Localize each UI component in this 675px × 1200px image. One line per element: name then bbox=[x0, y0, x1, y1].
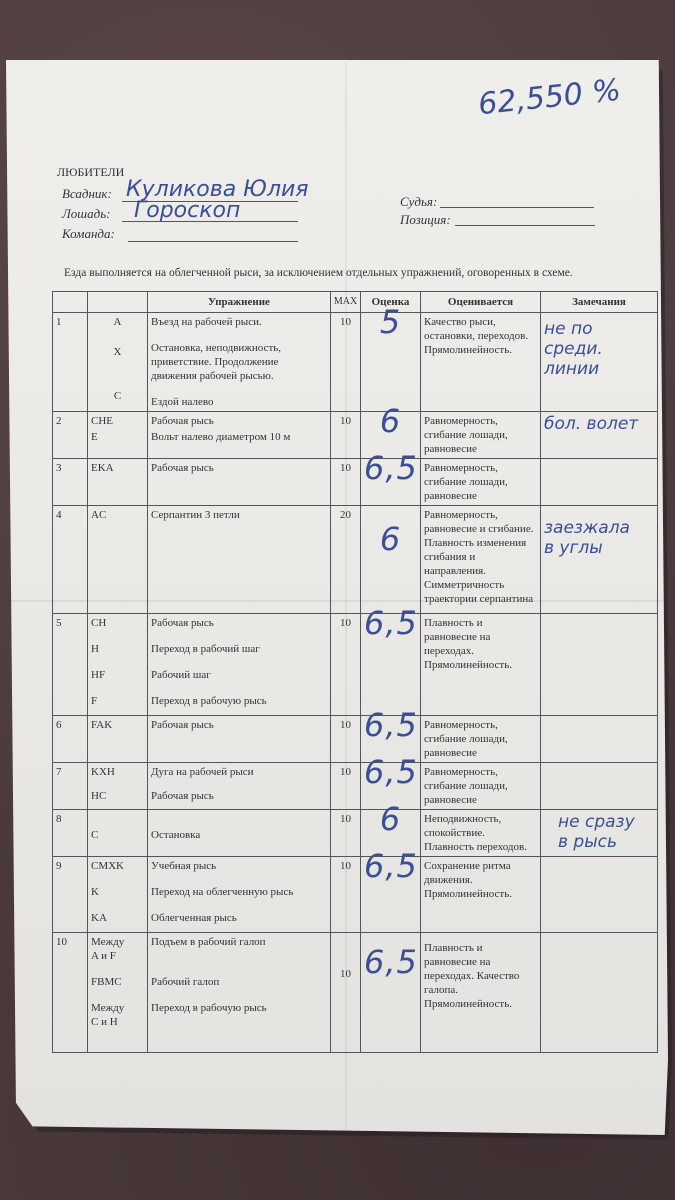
instruction-text: Езда выполняется на облегченной рыси, за исключением отдельных упражнений, оговоренных в схеме. bbox=[64, 267, 573, 279]
row-max: 10 bbox=[331, 716, 361, 763]
row-score bbox=[361, 506, 421, 614]
row-exercises: Рабочая рысь bbox=[148, 459, 331, 506]
column-header-remarks: Замечания bbox=[541, 292, 658, 313]
row-exercises: Рабочая рысь bbox=[148, 716, 331, 763]
row-max: 10 bbox=[331, 614, 361, 716]
row-criteria: Равномерность, сгибание лошади, равновесие bbox=[421, 412, 541, 459]
row-number: 1 bbox=[53, 313, 88, 412]
table-row bbox=[53, 857, 658, 933]
score-value: 6 bbox=[379, 402, 402, 440]
table-row bbox=[53, 716, 658, 763]
remark-text: заезжала в углы bbox=[544, 518, 630, 558]
row-max: 10 bbox=[331, 857, 361, 933]
horse-name: Гороскоп bbox=[134, 198, 241, 223]
table-row bbox=[53, 459, 658, 506]
column-header-number bbox=[53, 292, 88, 313]
row-exercises: Серпантин 3 петли bbox=[148, 506, 331, 614]
row-letters: CMXK K KA bbox=[88, 857, 148, 933]
row-score bbox=[361, 604, 421, 716]
remark-text: не сразу в рысь bbox=[558, 812, 635, 852]
row-remark bbox=[541, 716, 658, 763]
row-criteria: Равномерность, сгибание лошади, равновесие bbox=[421, 716, 541, 763]
position-label: Позиция: bbox=[400, 212, 451, 227]
total-score: 62,550 % bbox=[476, 72, 623, 123]
row-score bbox=[361, 449, 421, 506]
category-label: ЛЮБИТЕЛИ bbox=[57, 165, 125, 179]
row-number: 4 bbox=[53, 506, 88, 614]
score-value: 6,5 bbox=[364, 706, 418, 744]
position-underline bbox=[455, 225, 595, 226]
row-criteria: Равномерность, равновесие и сгибание. Плавность изменения сгибания и направления. Симметричность траектории серпантина bbox=[421, 506, 541, 614]
row-letters: EKA bbox=[88, 459, 148, 506]
row-max: 20 bbox=[331, 506, 361, 614]
row-criteria: Равномерность, сгибание лошади, равновесие bbox=[421, 763, 541, 810]
score-value: 6,5 bbox=[364, 449, 418, 487]
row-criteria: Плавность и равновесие на переходах. Прямолинейность. bbox=[421, 614, 541, 716]
row-exercises: Остановка bbox=[148, 810, 331, 857]
row-remark bbox=[541, 412, 658, 459]
rider-label: Всадник: bbox=[62, 186, 112, 201]
row-max: 10 bbox=[331, 933, 361, 1053]
row-max: 10 bbox=[331, 412, 361, 459]
table-row bbox=[53, 412, 658, 459]
column-header-letters bbox=[88, 292, 148, 313]
row-letters: CHE E bbox=[88, 412, 148, 459]
row-criteria: Плавность и равновесие на переходах. Качество галопа. Прямолинейность. bbox=[421, 933, 541, 1053]
score-value: 6 bbox=[379, 520, 402, 558]
row-number: 7 bbox=[53, 763, 88, 810]
row-exercises: Дуга на рабочей рыси Рабочая рысь bbox=[148, 763, 331, 810]
table-header-row bbox=[53, 292, 658, 313]
row-remark bbox=[541, 506, 658, 614]
row-exercises: Рабочая рысь Вольт налево диаметром 10 м bbox=[148, 412, 331, 459]
row-number: 8 bbox=[53, 810, 88, 857]
row-letters: A X C bbox=[88, 313, 148, 412]
row-exercises: Учебная рысь Переход на облегченную рысь Облегченная рысь bbox=[148, 857, 331, 933]
score-value: 6,5 bbox=[364, 847, 418, 885]
row-number: 9 bbox=[53, 857, 88, 933]
row-remark bbox=[541, 763, 658, 810]
score-value: 5 bbox=[379, 303, 402, 341]
score-value: 6 bbox=[379, 800, 402, 838]
horse-label: Лошадь: bbox=[62, 206, 111, 221]
row-score bbox=[361, 303, 421, 412]
table-row bbox=[53, 313, 658, 412]
column-header-criteria: Оценивается bbox=[421, 292, 541, 313]
table-row bbox=[53, 933, 658, 1053]
row-max: 10 bbox=[331, 313, 361, 412]
row-exercises: Рабочая рысь Переход в рабочий шаг Рабочий шаг Переход в рабочую рысь bbox=[148, 614, 331, 716]
score-value: 6,5 bbox=[364, 753, 418, 791]
score-value: 6,5 bbox=[364, 943, 418, 981]
row-letters: KXH HC bbox=[88, 763, 148, 810]
row-letters: CH H HF F bbox=[88, 614, 148, 716]
row-letters: FAK bbox=[88, 716, 148, 763]
row-number: 6 bbox=[53, 716, 88, 763]
table-row bbox=[53, 506, 658, 614]
row-criteria: Равномерность, сгибание лошади, равновесие bbox=[421, 459, 541, 506]
row-criteria: Сохранение ритма движения. Прямолинейность. bbox=[421, 857, 541, 933]
row-exercises: Подъем в рабочий галоп Рабочий галоп Переход в рабочую рысь bbox=[148, 933, 331, 1053]
rider-name: Куликова Юлия bbox=[126, 177, 309, 202]
column-header-score: Оценка bbox=[361, 292, 421, 313]
row-letters: AC bbox=[88, 506, 148, 614]
remark-text: не по среди. линии bbox=[544, 319, 603, 379]
team-underline bbox=[128, 241, 298, 242]
row-remark bbox=[541, 933, 658, 1053]
team-label: Команда: bbox=[62, 226, 115, 241]
row-exercises: Въезд на рабочей рыси. Остановка, неподвижность, приветствие. Продолжение движения рабочей рысью. Ездой налево bbox=[148, 313, 331, 412]
row-criteria: Неподвижность, спокойствие. Плавность переходов. bbox=[421, 810, 541, 857]
row-max: 10 bbox=[331, 810, 361, 857]
row-remark bbox=[541, 810, 658, 857]
row-max: 10 bbox=[331, 459, 361, 506]
remark-text: бол. волет bbox=[544, 414, 639, 434]
judge-underline bbox=[440, 207, 594, 208]
judge-label: Судья: bbox=[400, 194, 438, 209]
score-value: 6,5 bbox=[364, 604, 418, 642]
row-number: 10 bbox=[53, 933, 88, 1053]
row-number: 2 bbox=[53, 412, 88, 459]
row-remark bbox=[541, 313, 658, 412]
row-remark bbox=[541, 459, 658, 506]
table-row bbox=[53, 614, 658, 716]
row-remark bbox=[541, 614, 658, 716]
table-row bbox=[53, 810, 658, 857]
column-header-exercise: Упражнение bbox=[148, 292, 331, 313]
row-number: 5 bbox=[53, 614, 88, 716]
row-max: 10 bbox=[331, 763, 361, 810]
row-remark bbox=[541, 857, 658, 933]
score-table bbox=[52, 291, 658, 1053]
row-score bbox=[361, 933, 421, 1053]
column-header-max: МАХ bbox=[331, 292, 361, 313]
table-row bbox=[53, 763, 658, 810]
row-criteria: Качество рыси, остановки, переходов. Прямолинейность. bbox=[421, 313, 541, 412]
row-score bbox=[361, 847, 421, 933]
row-letters: C bbox=[88, 810, 148, 857]
row-letters: Между A и F FBMC Между C и H bbox=[88, 933, 148, 1053]
row-number: 3 bbox=[53, 459, 88, 506]
